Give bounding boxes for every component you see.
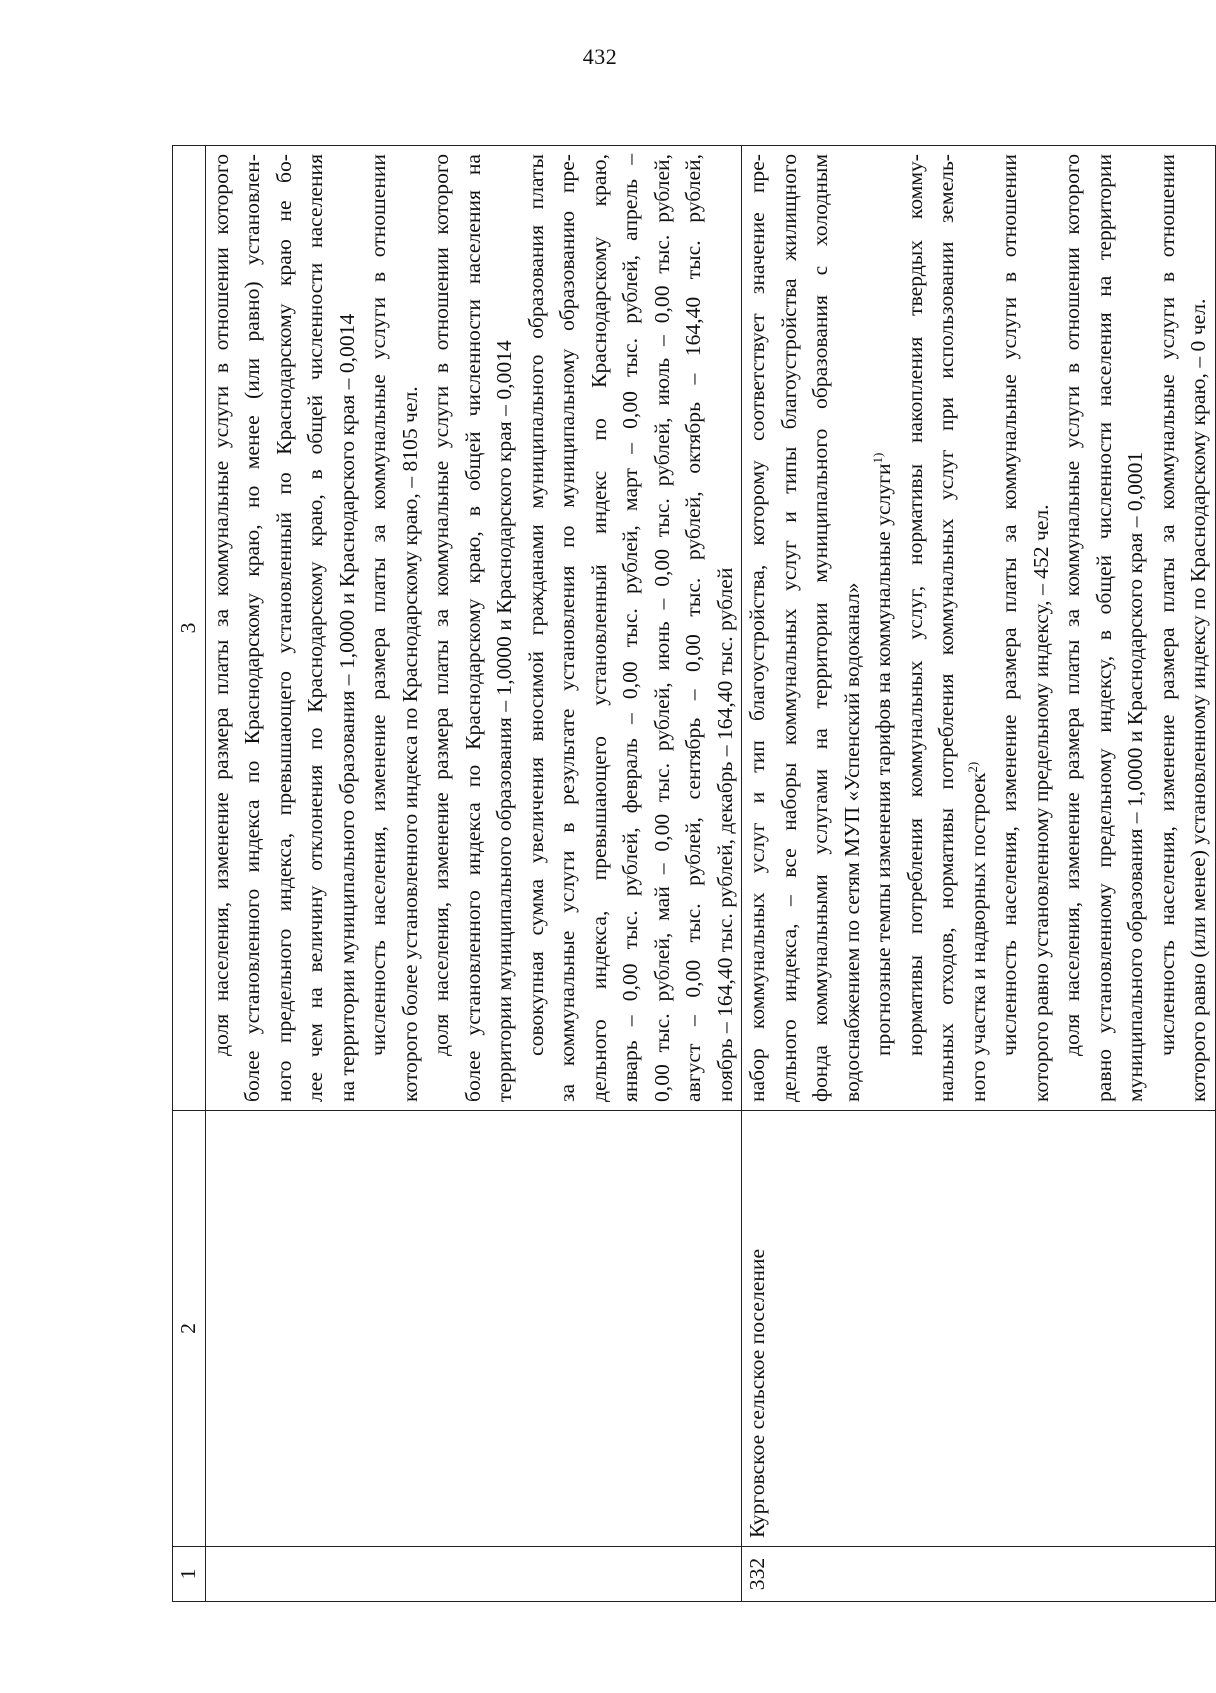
settlement-name: Курговское сельское поселение — [742, 1111, 1216, 1547]
text-line: более установленного индекса по Краснодарскому краю, в общей численности населения на — [460, 154, 485, 1102]
text-line: ного предельного индекса, превышающего установленный по Краснодарскому краю не бо- — [271, 154, 296, 1102]
text-line: численность населения, изменение размера платы за коммунальные услуги в отношении — [997, 154, 1021, 1056]
table-header-row — [173, 146, 206, 1602]
text-line: которого равно (или менее) установленному индексу по Краснодарскому краю, – 0 чел. — [1186, 298, 1210, 1102]
row-description — [742, 146, 1216, 1111]
text-line: доля населения, изменение размера платы за коммунальные услуги в отношении которого — [208, 154, 233, 1056]
text-line: которого более установленного индекса по Краснодарскому краю, – 8105 чел. — [397, 386, 422, 1102]
text-line: более установленного индекса по Краснодарскому краю, но менее (или равно) установлен- — [240, 154, 264, 1102]
text-line: набор коммунальных услуг и тип благоустройства, которому соответствует значение пре- — [745, 154, 769, 1102]
footnote-marker: 1) — [869, 452, 885, 464]
text-span: ного участка и надворных построек — [965, 772, 990, 1102]
text-line: муниципального образования – 1,0000 и Краснодарского края – 0,0001 — [1123, 451, 1147, 1102]
text-line — [868, 154, 900, 1102]
row-description — [205, 146, 742, 1111]
text-line: доля населения, изменение размера платы за коммунальные услуги в отношении которого — [429, 154, 453, 1056]
header-col-1: 1 — [173, 1547, 206, 1602]
settlement-name — [205, 1111, 742, 1547]
text-line: совокупная сумма увеличения вносимой гражданами муниципального образования платы — [523, 154, 548, 1056]
footnote-marker: 2) — [964, 761, 980, 773]
text-line: лее чем на величину отклонения по Краснодарскому краю, в общей численности населения — [303, 154, 327, 1102]
text-line: 0,00 тыс. рублей, май – 0,00 тыс. рублей, июнь – 0,00 тыс. рублей, июль – 0,00 тыс. рублей, — [649, 154, 674, 1102]
text-line: нальных отходов, нормативы потребления коммунальных услуг при использовании земель- — [934, 154, 958, 1102]
page-number: 432 — [582, 44, 618, 69]
text-line: доля населения, изменение размера платы за коммунальные услуги в отношении которого — [1060, 154, 1084, 1056]
text-line: дельного индекса, превышающего установленный индекс по Краснодарскому краю, — [586, 154, 611, 1102]
text-line: равно установленному предельному индексу, в общей численности населения на территории — [1091, 154, 1116, 1102]
text-line: фонда коммунальными услугами на территории муниципального образования с холодным — [808, 154, 832, 1102]
header-col-3: 3 — [173, 146, 206, 1111]
text-line — [963, 154, 995, 1102]
rotated-table-container — [172, 146, 1210, 1602]
text-line: январь – 0,00 тыс. рублей, февраль – 0,00 тыс. рублей, март – 0,00 тыс. рублей, апрель – — [618, 154, 642, 1102]
text-line: территории муниципального образования – 1,0000 и Краснодарского края – 0,0014 — [492, 340, 516, 1102]
data-table — [172, 145, 1216, 1602]
table-row — [205, 146, 742, 1602]
text-line: за коммунальные услуги в результате установления по муниципальному образованию пре- — [555, 154, 579, 1102]
text-line: на территории муниципального образования – 1,0000 и Краснодарского края – 0,0014 — [334, 313, 359, 1102]
row-number — [205, 1547, 742, 1602]
table-row — [742, 146, 1216, 1602]
row-number: 332 — [742, 1547, 1216, 1602]
text-line: водоснабжением по сетям МУП «Успенский водоканал» — [839, 582, 864, 1102]
text-line: численность населения, изменение размера платы за коммунальные услуги в отношении — [366, 154, 390, 1056]
text-line: ноябрь – 164,40 тыс. рублей, декабрь – 164,40 тыс. рублей — [712, 567, 737, 1102]
text-line: август – 0,00 тыс. рублей, сентябрь – 0,00 тыс. рублей, октябрь – 164,40 тыс. рублей, — [681, 154, 705, 1102]
header-col-2: 2 — [173, 1111, 206, 1547]
text-line: численность населения, изменение размера платы за коммунальные услуги в отношении — [1154, 154, 1179, 1056]
text-line: нормативы потребления коммунальных услуг, нормативы накопления твердых комму- — [902, 154, 927, 1056]
text-line: которого равно установленному предельному индексу, – 452 чел. — [1028, 504, 1053, 1102]
text-line: дельного индекса, – все наборы коммунальных услуг и типы благоустройства жилищного — [776, 154, 801, 1102]
text-span: прогнозные темпы изменения тарифов на коммунальные услуги — [871, 463, 895, 1056]
